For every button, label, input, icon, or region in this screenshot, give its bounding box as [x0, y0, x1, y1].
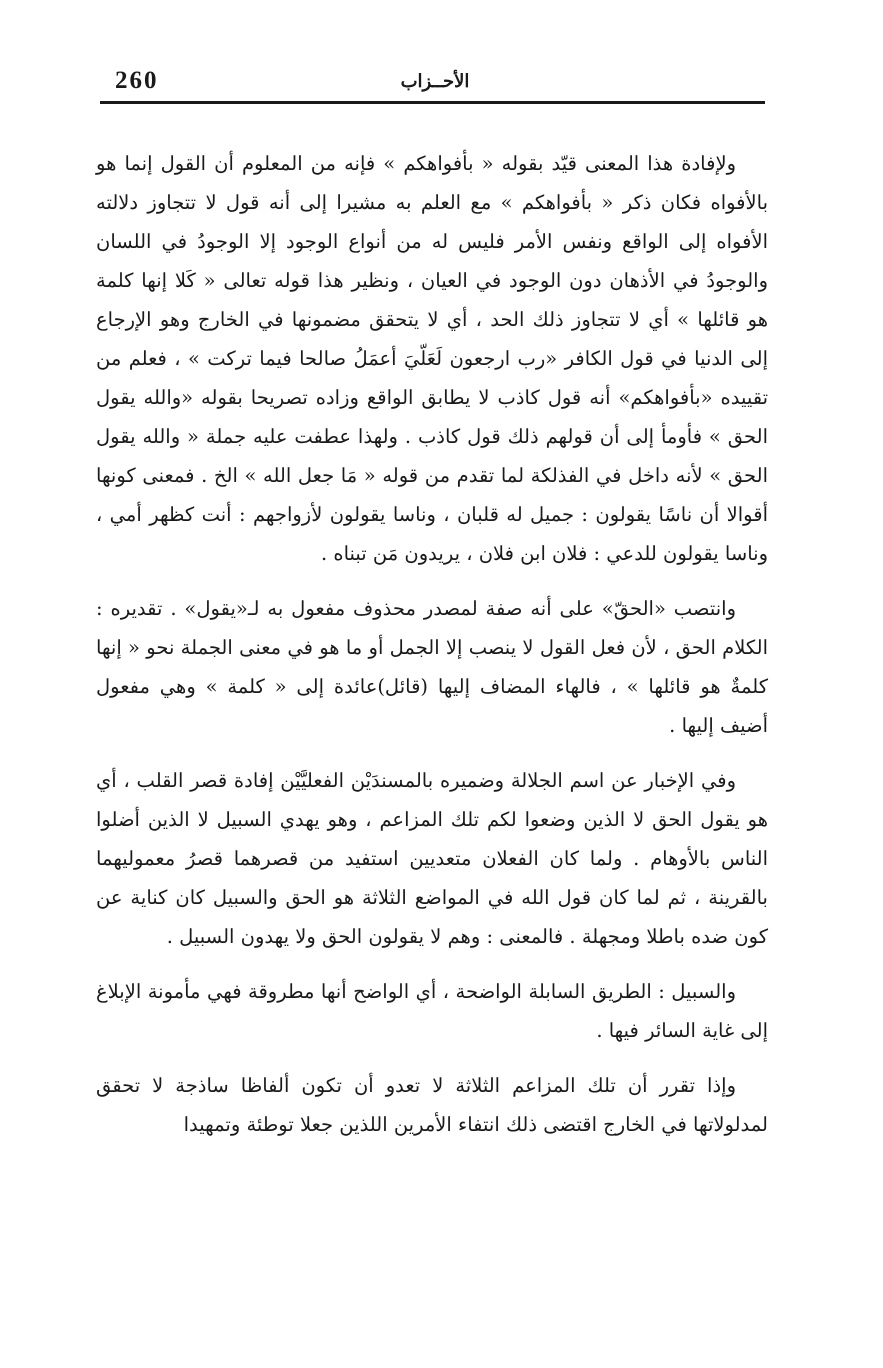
paragraph-2: وانتصب «الحقّ» على أنه صفة لمصدر محذوف مفعول به لـ«يقول» . تقديره : الكلام الحق ، لأن فعل القول لا ينصب إلا الجمل أو ما هو في معنى الجملة نحو « إنها كلمةٌ هو قائلها » ، فالهاء المضاف إليها (قائل)عائدة إلى « كلمة » وهي مفعول أضيف إليها .: [96, 597, 768, 737]
body-text: [96, 144, 768, 1160]
paragraph-3: وفي الإخبار عن اسم الجلالة وضميره بالمسندَيْن الفعليَّيْن إفادة قصر القلب ، أي هو يقول الحق لا الذين وضعوا لكم تلك المزاعم ، وهو يهدي السبيل لا الذين أضلوا الناس بالأوهام . ولما كان الفعلان متعديين استفيد من قصرهما قصرُ معموليهما بالقرينة ، ثم لما كان قول الله في المواضع الثلاثة هو الحق والسبيل كان كناية عن كون ضده باطلا ومجهلة . فالمعنى : وهم لا يقولون الحق ولا يهدون السبيل .: [96, 769, 769, 948]
running-title: الأحــزاب: [400, 71, 470, 92]
page-number: 260: [115, 67, 159, 94]
header-rule: [100, 101, 765, 104]
paragraph-1: ولإفادة هذا المعنى قيّد بقوله « بأفواهكم » فإنه من المعلوم أن القول إنما هو بالأفواه فكان ذكر « بأفواهكم » مع العلم به مشيرا إلى أنه قول لا تتجاوز دلالته الأفواه إلى الواقع ونفس الأمر فليس له من أنواع الوجود إلا الوجودُ في اللسان والوجودُ في الأذهان دون الوجود في العيان ، ونظير هذا قوله تعالى « كَلا إنها كلمة هو قائلها » أي لا تتجاوز ذلك الحد ، أي لا يتحقق مضمونها في الخارج وهو الإرجاع إلى الدنيا في قول الكافر «رب ارجعون لَعَلّيَ أعمَلُ صالحا فيما تركت » ، فعلم من تقييده «بأفواهكم» أنه قول كاذب لا يطابق الواقع وزاده تصريحا بقوله «والله يقول الحق » فأومأ إلى أن قولهم ذلك قول كاذب . ولهذا عطفت عليه جملة « والله يقول الحق » لأنه داخل في الفذلكة لما تقدم من قوله « مَا جعل الله » الخ . فمعنى كونها أقوالا أن ناسًا يقولون : جميل له قلبان ، وناسا يقولون لأزواجهم : أنت كظهر أمي ، وناسا يقولون للدعي : فلان ابن فلان ، يريدون مَن تبناه .: [96, 152, 768, 565]
paragraph-5: وإذا تقرر أن تلك المزاعم الثلاثة لا تعدو أن تكون ألفاظا ساذجة لا تحقق لمدلولاتها في الخارج اقتضى ذلك انتفاء الأمرين اللذين جعلا توطئة وتمهيدا: [96, 1074, 768, 1136]
paragraph-4: والسبيل : الطريق السابلة الواضحة ، أي الواضح أنها مطروقة فهي مأمونة الإبلاغ إلى غاية السائر فيها .: [96, 980, 768, 1042]
